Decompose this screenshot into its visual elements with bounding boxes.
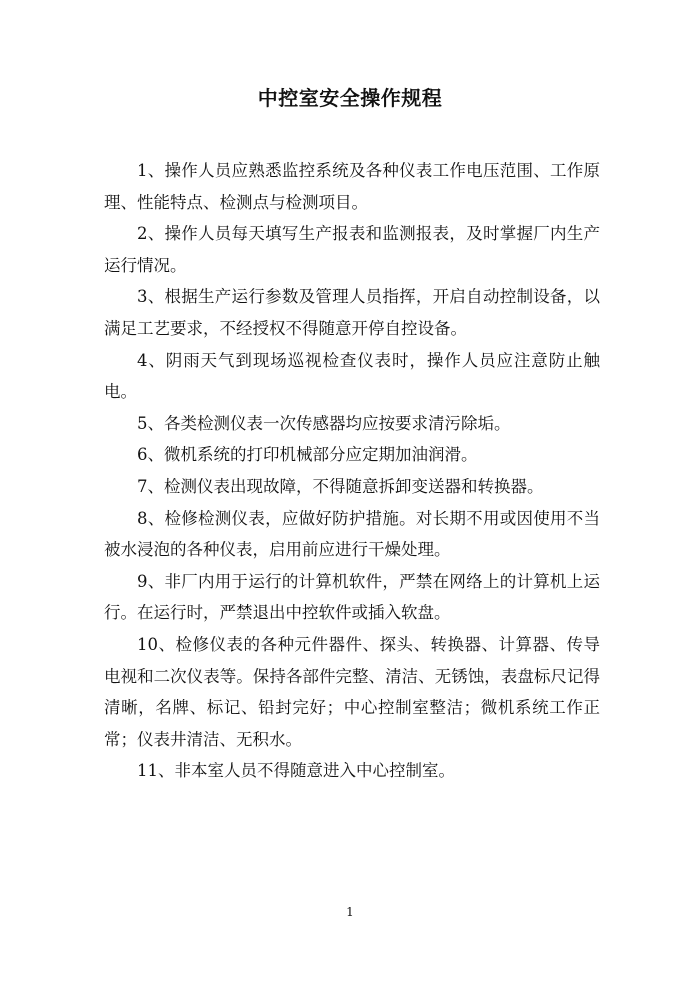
page-number: 1 [346, 905, 354, 919]
rule-paragraph-4: 4、阴雨天气到现场巡视检查仪表时，操作人员应注意防止触电。 [104, 350, 600, 402]
rule-paragraph-5: 5、各类检测仪表一次传感器均应按要求清污除垢。 [137, 413, 511, 433]
rule-paragraph-9: 9、非厂内用于运行的计算机软件，严禁在网络上的计算机上运行。在运行时，严禁退出中控软件或插入软盘。 [104, 571, 600, 623]
rule-paragraph-7: 7、检测仪表出现故障，不得随意拆卸变送器和转换器。 [137, 476, 544, 496]
rule-paragraph-3: 3、根据生产运行参数及管理人员指挥，开启自动控制设备，以满足工艺要求，不经授权不得随意开停自控设备。 [104, 287, 600, 338]
rule-paragraph-10: 10、检修仪表的各种元件器件、探头、转换器、计算器、传导电视和二次仪表等。保持各部件完整、清洁、无锈蚀，表盘标尺记得清晰，名牌、标记、铅封完好；中心控制室整洁；微机系统工作正常；仪表井清洁、无积水。 [104, 634, 600, 749]
rule-paragraph-2: 2、操作人员每天填写生产报表和监测报表，及时掌握厂内生产运行情况。 [104, 224, 600, 275]
document-title: 中控室安全操作规程 [257, 86, 443, 110]
rule-paragraph-8: 8、检修检测仪表，应做好防护措施。对长期不用或因使用不当被水浸泡的各种仪表，启用前应进行干燥处理。 [104, 508, 600, 560]
rule-paragraph-11: 11、非本室人员不得随意进入中心控制室。 [137, 761, 455, 781]
document-body [104, 155, 600, 787]
rule-paragraph-1: 1、操作人员应熟悉监控系统及各种仪表工作电压范围、工作原理、性能特点、检测点与检测项目。 [104, 161, 600, 212]
rule-paragraph-6: 6、微机系统的打印机械部分应定期加油润滑。 [137, 445, 478, 465]
